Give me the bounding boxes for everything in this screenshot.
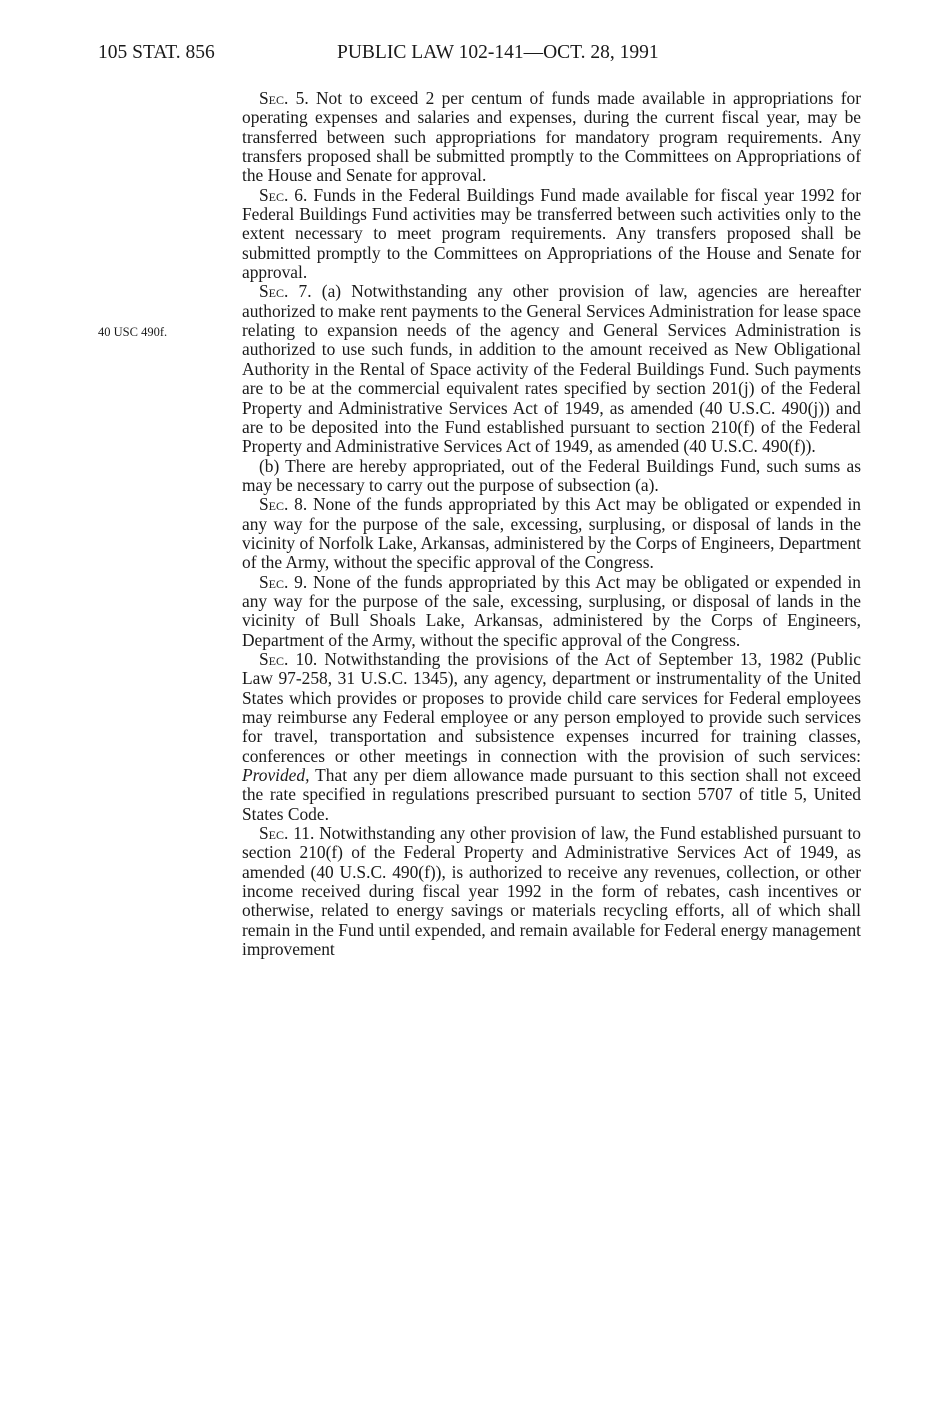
section-7b [242, 457, 861, 496]
section-5 [242, 89, 861, 186]
section-text: (b) There are hereby appropriated, out of the Federal Buildings Fund, such sums as may be necessary to carry out the purpose of subsection (a). [242, 455, 861, 495]
proviso-term: Provided, [242, 765, 310, 786]
section-label: Sec. 7. [259, 281, 312, 302]
section-label: Sec. 8. [259, 494, 308, 515]
section-label: Sec. 10. [259, 648, 318, 669]
margin-citation-sec7: 40 USC 490f. [98, 325, 168, 339]
section-text: None of the funds appropriated by this Act may be obligated or expended in any way for the purpose of the sale, excessing, surplusing, or disposal of lands in the vicinity of Bull Shoals Lake, Arkansas, administered by the Corps of Engineers, Department of the Army, without the specific approval of the Congress. [242, 571, 861, 650]
section-text: (a) Notwithstanding any other provision of law, agencies are hereafter authorized to make rent payments to the General Services Administration for lease space relating to expansion needs of the agency and General Services Administration is authorized to use such funds, in addition to the amount received as New Obligational Authority in the Rental of Space activity of the Federal Buildings Fund. Such payments are to be at the commercial equivalent rates specified by section 201(j) of the Federal Property and Administrative Services Act of 1949, as amended (40 U.S.C. 490(j)) and are to be deposited into the Fund established pursuant to section 210(f) of the Federal Property and Administrative Services Act of 1949, as amended (40 U.S.C. 490(f)). [242, 281, 861, 457]
stat-page-reference: 105 STAT. 856 [98, 42, 215, 63]
section-label: Sec. 5. [259, 88, 309, 108]
section-label: Sec. 6. [259, 184, 308, 205]
section-9 [242, 573, 861, 650]
section-text: None of the funds appropriated by this Act may be obligated or expended in any way for the purpose of the sale, excessing, surplusing, or disposal of lands in the vicinity of Norfolk Lake, Arkansas, administered by the Corps of Engineers, Department of the Army, without the specific approval of the Congress. [242, 494, 861, 573]
section-text: That any per diem allowance made pursuant to this section shall not exceed the rate specified in regulations prescribed pursuant to section 5707 of title 5, United States Code. [242, 765, 861, 824]
body-text [242, 89, 861, 959]
section-11 [242, 824, 861, 959]
section-label: Sec. 11. [259, 823, 315, 844]
section-text: Notwithstanding the provisions of the Act of September 13, 1982 (Public Law 97-258, 31 U.S.C. 1345), any agency, department or instrumentality of the United States which provides or proposes to provide child care services for Federal employees may reimburse any Federal employee or any person employed to provide such services for travel, transportation and subsistence expenses incurred for training classes, conferences or other meetings in connection with the provision of such services: [242, 648, 861, 766]
section-8 [242, 495, 861, 572]
law-title: PUBLIC LAW 102-141—OCT. 28, 1991 [337, 42, 659, 63]
section-10 [242, 650, 861, 824]
section-7a [242, 282, 861, 456]
section-text: Not to exceed 2 per centum of funds made available in appropriations for operating expenses and salaries and expenses, during the current fiscal year, may be transferred between such appropriations for mandatory program requirements. Any transfers proposed shall be submitted promptly to the Committees on Appropriations of the House and Senate for approval. [242, 88, 861, 186]
section-label: Sec. 9. [259, 571, 308, 592]
section-text: Funds in the Federal Buildings Fund made available for fiscal year 1992 for Federal Buildings Fund activities may be transferred between such activities only to the extent necessary to meet program requirements. Any transfers proposed shall be submitted promptly to the Committees on Appropriations of the House and Senate for approval. [242, 184, 861, 283]
page-header [98, 38, 858, 68]
section-text: Notwithstanding any other provision of law, the Fund established pursuant to section 210(f) of the Federal Property and Administrative Services Act of 1949, as amended (40 U.S.C. 490(f)), is authorized to receive any revenues, collection, or other income received during fiscal year 1992 in the form of rebates, cash incentives or otherwise, related to energy savings or materials recycling efforts, all of which shall remain in the Fund until expended, and remain available for Federal energy management improvement [242, 823, 861, 960]
section-6 [242, 186, 861, 283]
